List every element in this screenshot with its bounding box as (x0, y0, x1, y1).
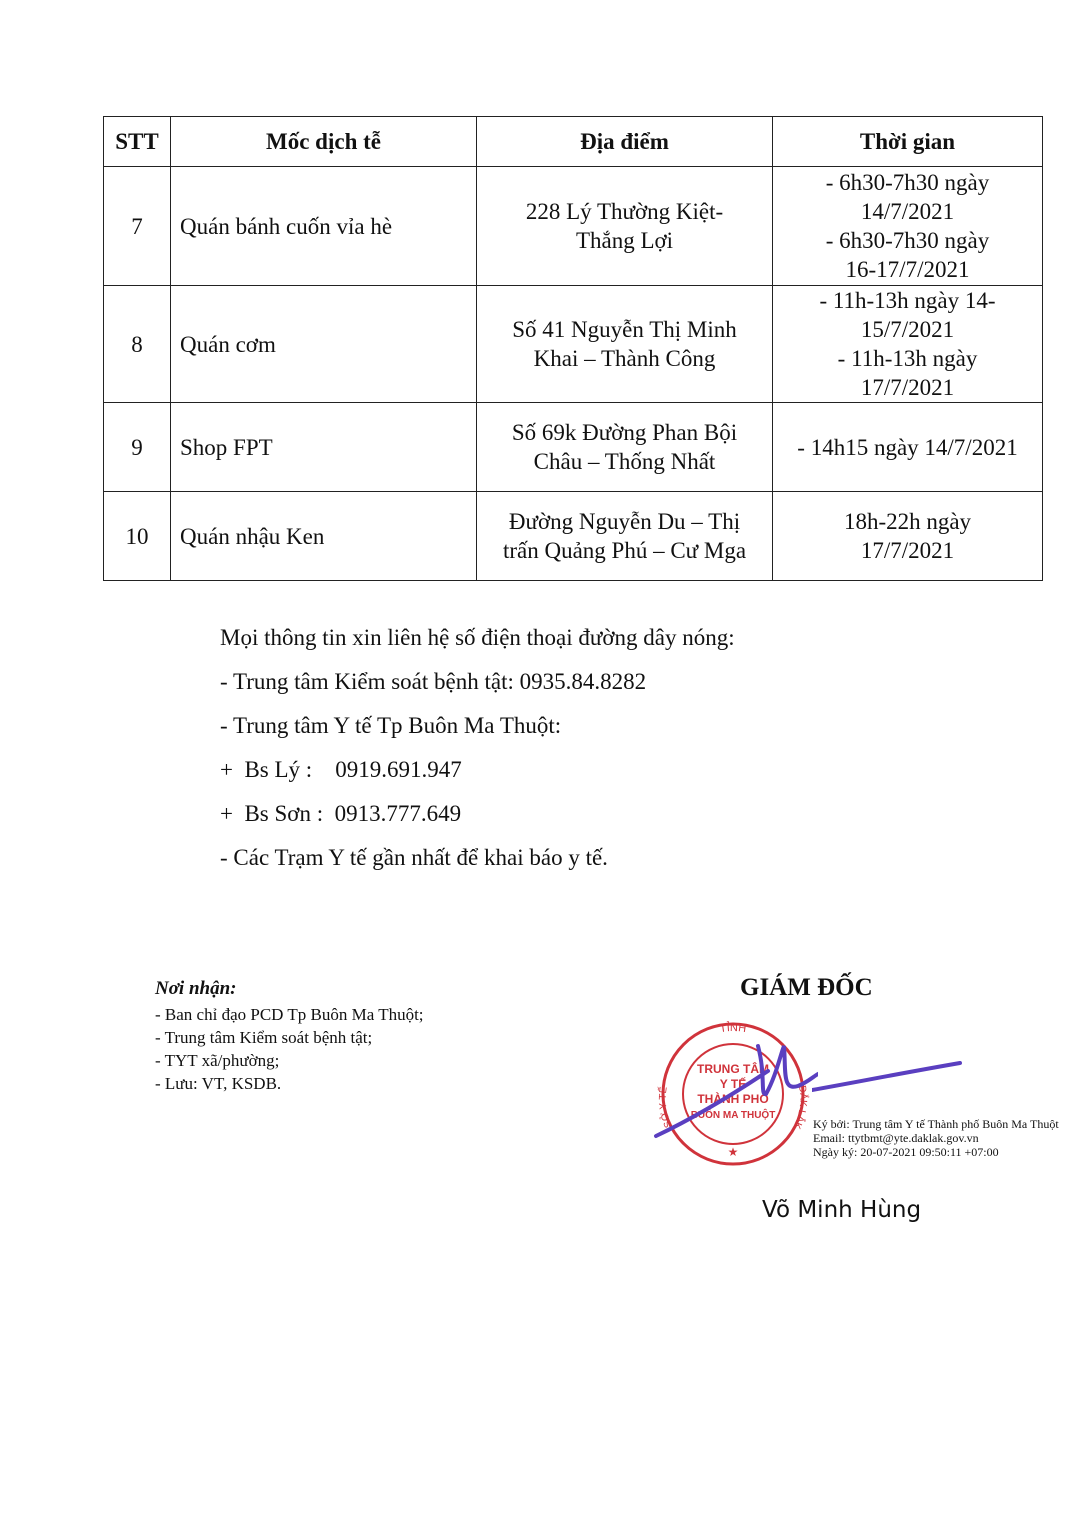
recipient-item: - Lưu: VT, KSDB. (155, 1074, 282, 1093)
health-center-line: - Trung tâm Y tế Tp Buôn Ma Thuột: (220, 713, 562, 738)
svg-text:SỞ Y TẾ: SỞ Y TẾ (657, 1086, 675, 1130)
signer-role: GIÁM ĐỐC (740, 974, 873, 1001)
header-place: Mốc dịch tễ (171, 117, 477, 167)
cdc-hotline: - Trung tâm Kiểm soát bệnh tật: 0935.84.8282 (220, 669, 647, 694)
doctor-son-phone: + Bs Sơn : 0913.777.649 (220, 801, 462, 826)
signer-name: Võ Minh Hùng (762, 1197, 922, 1223)
row-time: 18h-22h ngày 17/7/2021 (773, 492, 1043, 581)
row-place: Shop FPT (171, 403, 477, 492)
digital-signature-info (813, 1117, 1063, 1159)
row-time: - 11h-13h ngày 14- 15/7/2021 - 11h-13h ngày 17/7/2021 (773, 286, 1043, 403)
row-place: Quán bánh cuốn vỉa hè (171, 167, 477, 286)
svg-text:TRUNG TÂM: TRUNG TÂM (697, 1062, 769, 1076)
signer-email: Email: ttytbmt@yte.daklak.gov.vn (813, 1131, 979, 1145)
row-stt: 10 (104, 492, 171, 581)
row-address: Số 41 Nguyễn Thị Minh Khai – Thành Công (477, 286, 773, 403)
svg-text:Y TẾ: Y TẾ (719, 1077, 747, 1091)
svg-text:BUÔN MA THUỘT: BUÔN MA THUỘT (690, 1110, 776, 1121)
table-row (104, 403, 1043, 492)
row-address: Đường Nguyễn Du – Thị trấn Quảng Phú – Cư Mga (477, 492, 773, 581)
official-stamp-icon (648, 1016, 818, 1166)
recipient-item: - Trung tâm Kiểm soát bệnh tật; (155, 1028, 373, 1047)
svg-text:ĐẮK LẮK: ĐẮK LẮK (790, 1084, 809, 1131)
signed-by-text: Ký bởi: Trung tâm Y tế Thành phố Buôn Ma Thuột (813, 1117, 1059, 1131)
recipients-title: Nơi nhận: (155, 978, 237, 999)
table-row (104, 492, 1043, 581)
row-time: - 14h15 ngày 14/7/2021 (773, 403, 1043, 492)
row-stt: 7 (104, 167, 171, 286)
table-row (104, 286, 1043, 403)
signature-stroke-icon (812, 1055, 962, 1095)
header-stt: STT (104, 117, 171, 167)
doctor-ly-phone: + Bs Lý : 0919.691.947 (220, 757, 462, 782)
signing-date: Ngày ký: 20-07-2021 09:50:11 +07:00 (813, 1145, 999, 1159)
svg-text:THÀNH PHỐ: THÀNH PHỐ (697, 1092, 769, 1106)
hotline-intro: Mọi thông tin xin liên hệ số điện thoại đường dây nóng: (220, 625, 735, 650)
header-time: Thời gian (773, 117, 1043, 167)
row-stt: 8 (104, 286, 171, 403)
header-address: Địa điểm (477, 117, 773, 167)
row-place: Quán nhậu Ken (171, 492, 477, 581)
row-address: 228 Lý Thường Kiệt- Thắng Lợi (477, 167, 773, 286)
svg-text:TỈNH: TỈNH (718, 1021, 747, 1036)
table-header-row (104, 117, 1043, 167)
table-row (104, 167, 1043, 286)
health-stations-line: - Các Trạm Y tế gần nhất để khai báo y tế. (220, 845, 608, 870)
row-address: Số 69k Đường Phan Bội Châu – Thống Nhất (477, 403, 773, 492)
recipient-item: - Ban chỉ đạo PCD Tp Buôn Ma Thuột; (155, 1005, 424, 1024)
recipient-item: - TYT xã/phường; (155, 1051, 280, 1070)
exposure-locations-table (103, 116, 1043, 581)
row-stt: 9 (104, 403, 171, 492)
svg-text:★: ★ (727, 1145, 739, 1159)
row-place: Quán cơm (171, 286, 477, 403)
row-time: - 6h30-7h30 ngày 14/7/2021 - 6h30-7h30 ngày 16-17/7/2021 (773, 167, 1043, 286)
